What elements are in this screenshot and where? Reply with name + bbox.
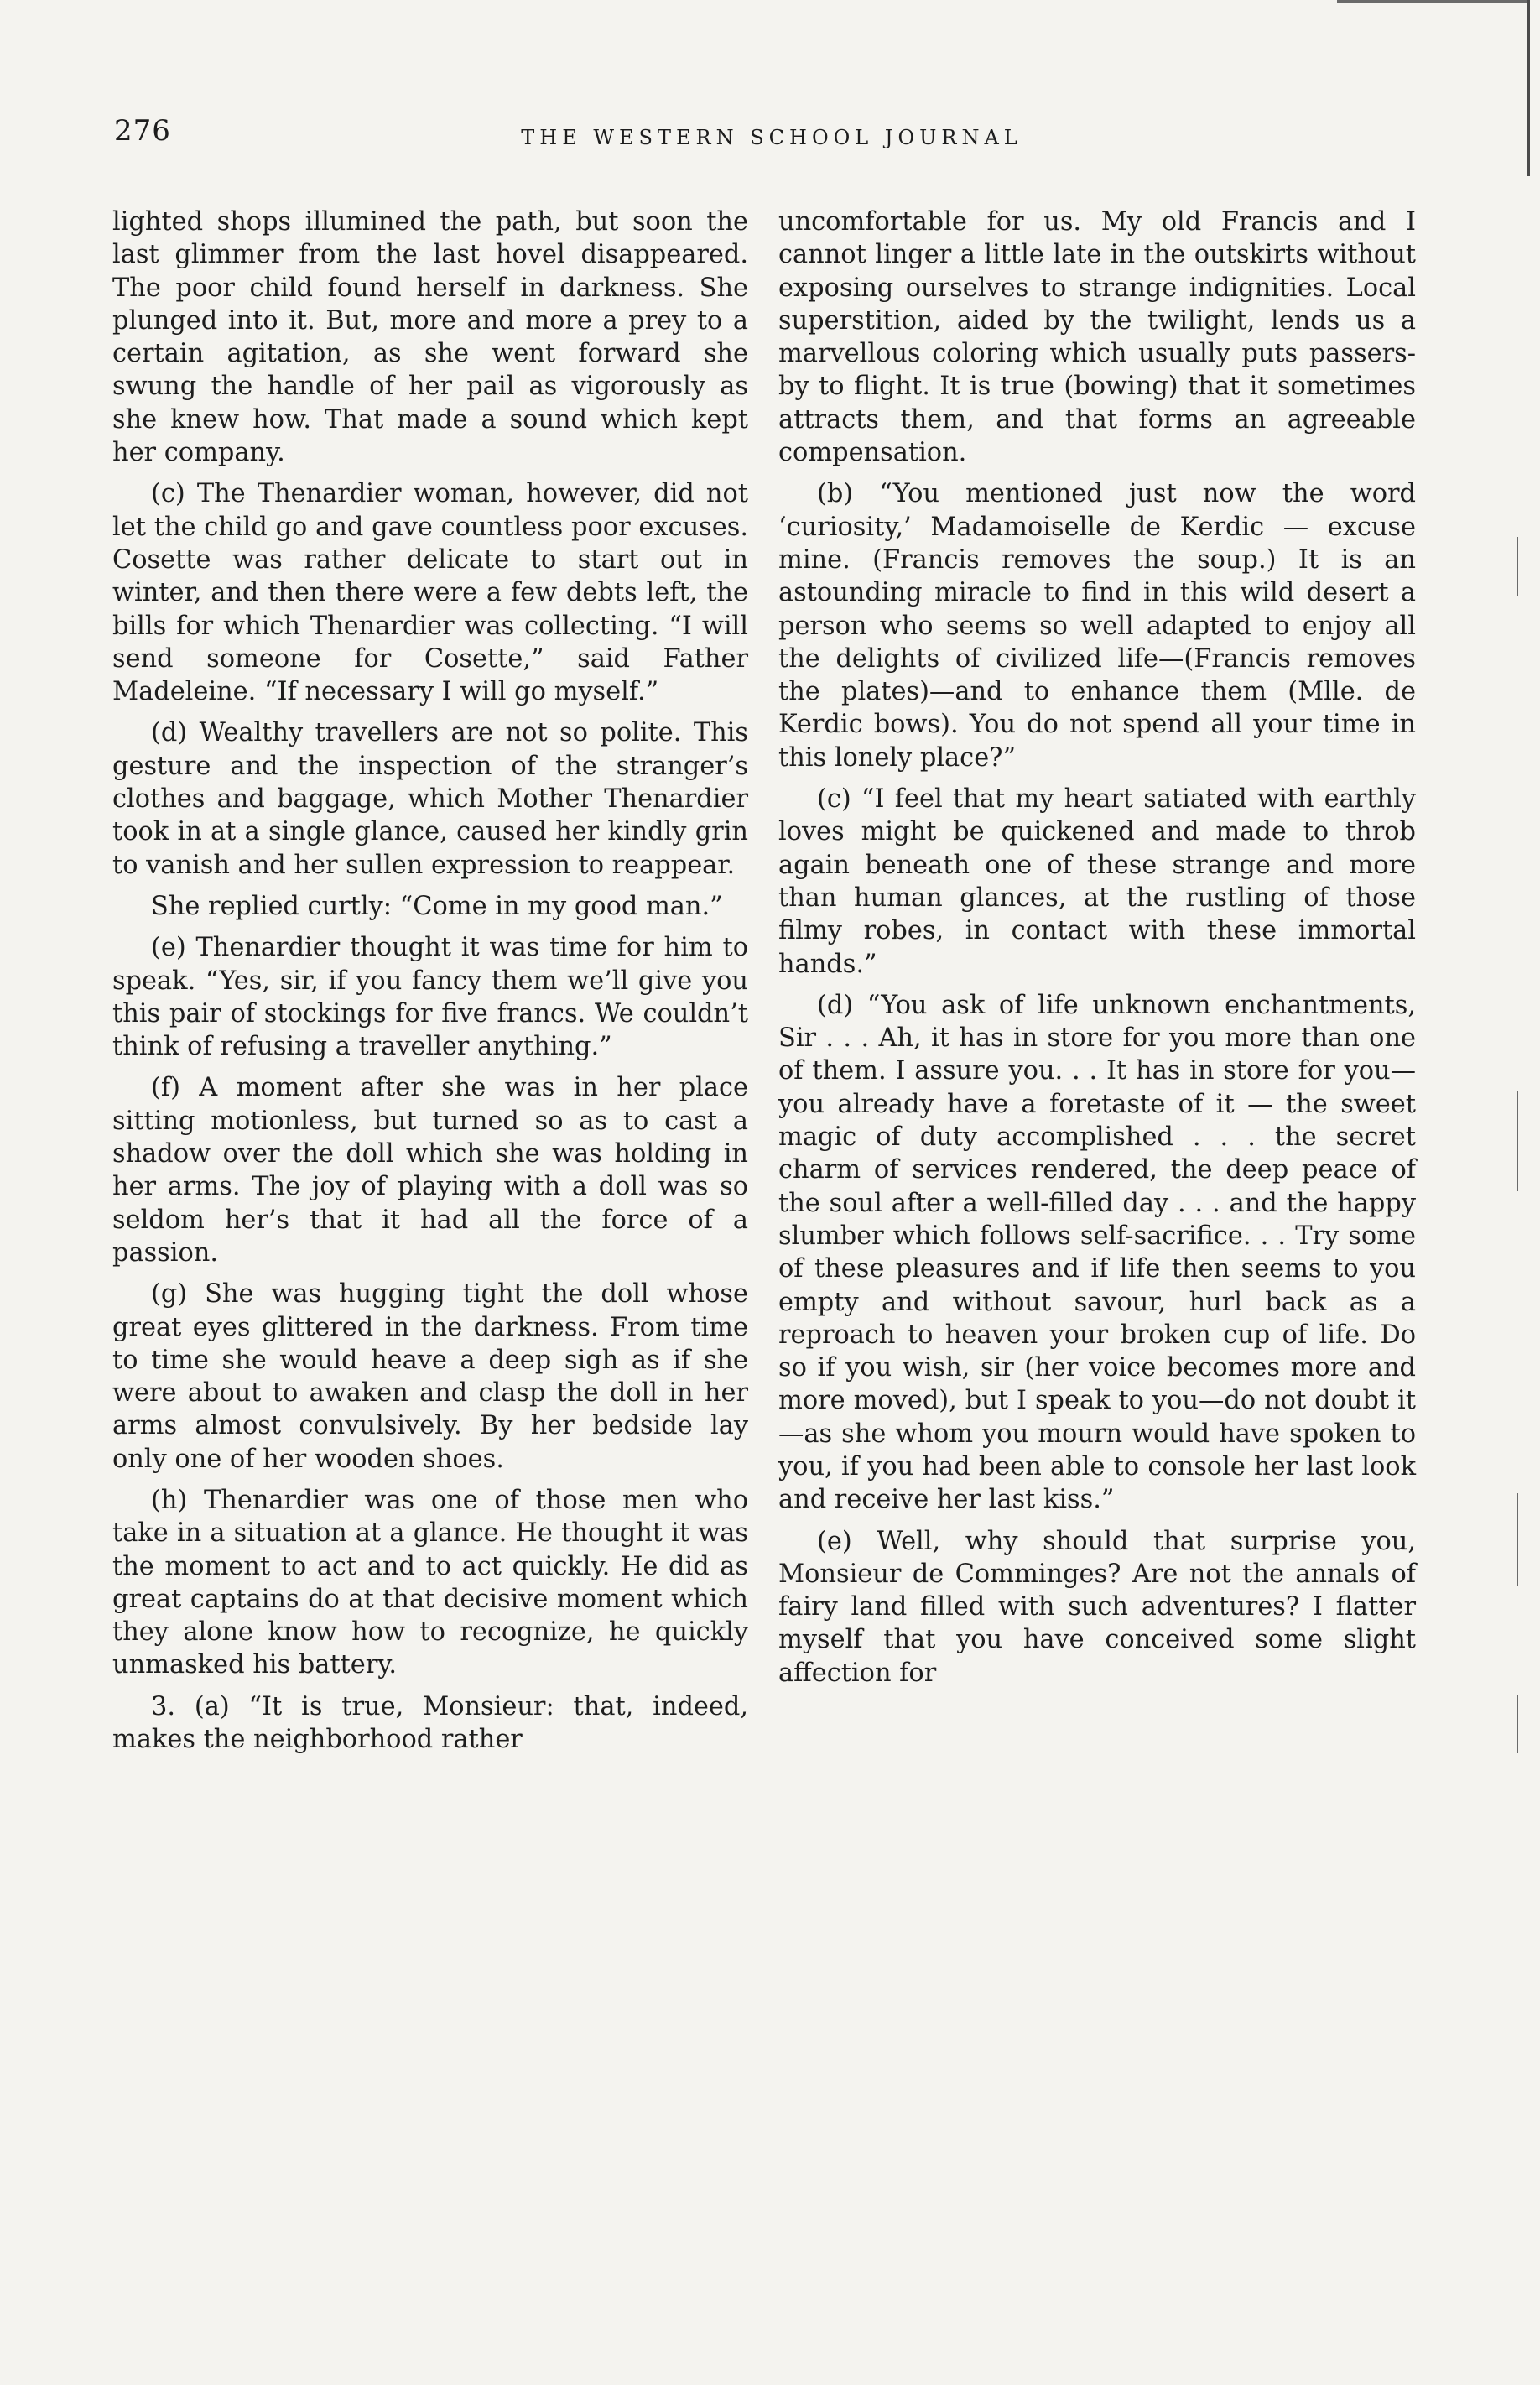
paragraph: (g) She was hugging tight the doll whose great eyes glittered in the darkness. From time to time she would heave a deep sigh as if she were about to awaken and clasp the doll in her arms almost convulsively. By her bedside lay only one of her wooden shoes. bbox=[112, 1279, 748, 1474]
paragraph: (b) “You mentioned just now the word ‘curiosity,’ Madamoiselle de Kerdic — excuse mine. (Francis removes the soup.) It is an astounding miracle to find in this wild desert a person who seems so well adapted to enjoy all the delights of civilized life—(Francis removes the plates)—and to enhance them (Mlle. de Kerdic bows). You do not spend all your time in this lonely place?” bbox=[778, 479, 1416, 773]
margin-mark bbox=[1517, 1695, 1518, 1753]
paragraph: (d) “You ask of life unknown enchantments, Sir . . . Ah, it has in store for you more than one of them. I assure you. . . It has in store for you—you already have a foretaste of it — the sweet magic of duty accomplished . . . the secret charm of services rendered, the deep peace of the soul after a well-filled day . . . and the happy slumber which follows self-sacrifice. . . Try some of these pleasures and if life then seems to you empty and without savour, hurl back as a reproach to heaven your broken cup of life. Do so if you wish, sir (her voice becomes more and more moved), but I speak to you—do not doubt it—as she whom you mourn would have spoken to you, if you had been able to console her last look and receive her last kiss.” bbox=[778, 990, 1416, 1515]
paragraph: (h) Thenardier was one of those men who take in a situation at a glance. He thought it was the moment to act and to act quickly. He did as great captains do at that decisive moment which they alone know how to recognize, he quickly unmasked his battery. bbox=[112, 1485, 748, 1680]
right-column bbox=[778, 206, 1416, 1698]
left-column bbox=[112, 206, 748, 1764]
paragraph: (c) “I feel that my heart satiated with earthly loves might be quickened and made to throb again beneath one of these strange and more than human glances, at the rustling of those filmy robes, in contact with these immortal hands.” bbox=[778, 784, 1416, 979]
paragraph: uncomfortable for us. My old Francis and I cannot linger a little late in the outskirts without exposing ourselves to strange indignities. Local superstition, aided by the twilight, lends us a marvellous coloring which usually puts passers-by to flight. It is true (bowing) that it sometimes attracts them, and that forms an agreeable compensation. bbox=[778, 207, 1416, 468]
margin-mark bbox=[1517, 1091, 1518, 1191]
page-edge-top-line bbox=[1337, 0, 1530, 3]
paragraph: (e) Thenardier thought it was time for him to speak. “Yes, sir, if you fancy them we’ll give you this pair of stockings for five francs. We couldn’t think of refusing a traveller anything.” bbox=[112, 933, 748, 1062]
running-title: THE WESTERN SCHOOL JOURNAL bbox=[521, 126, 1022, 149]
paragraph: She replied curtly: “Come in my good man.” bbox=[151, 891, 723, 921]
paragraph: (c) The Thenardier woman, however, did not let the child go and gave countless poor excuses. Cosette was rather delicate to start out in winter, and then there were a few debts left, the bills for which Thenardier was collecting. “I will send someone for Cosette,” said Father Madeleine. “If necessary I will go myself.” bbox=[112, 479, 748, 707]
margin-mark bbox=[1517, 537, 1518, 596]
margin-mark bbox=[1517, 1493, 1518, 1586]
paragraph: 3. (a) “It is true, Monsieur: that, indeed, makes the neighborhood rather bbox=[112, 1691, 748, 1755]
paragraph: lighted shops illumined the path, but soon the last glimmer from the last hovel disappeared. The poor child found herself in darkness. She plunged into it. But, more and more a prey to a certain agitation, as she went forward she swung the handle of her pail as vigorously as she knew how. That made a sound which kept her company. bbox=[112, 207, 748, 468]
paragraph: (f) A moment after she was in her place sitting motionless, but turned so as to cast a shadow over the doll which she was holding in her arms. The joy of playing with a doll was so seldom her’s that it had all the force of a passion. bbox=[112, 1073, 748, 1268]
paragraph: (d) Wealthy travellers are not so polite. This gesture and the inspection of the stranger’s clothes and baggage, which Mother Thenardier took in at a single glance, caused her kindly grin to vanish and her sullen expression to reappear. bbox=[112, 718, 748, 880]
paragraph: (e) Well, why should that surprise you, Monsieur de Comminges? Are not the annals of fairy land filled with such adventures? I flatter myself that you have conceived some slight affection for bbox=[778, 1526, 1416, 1688]
page-edge-right-line bbox=[1527, 0, 1530, 176]
page-number: 276 bbox=[114, 114, 171, 148]
